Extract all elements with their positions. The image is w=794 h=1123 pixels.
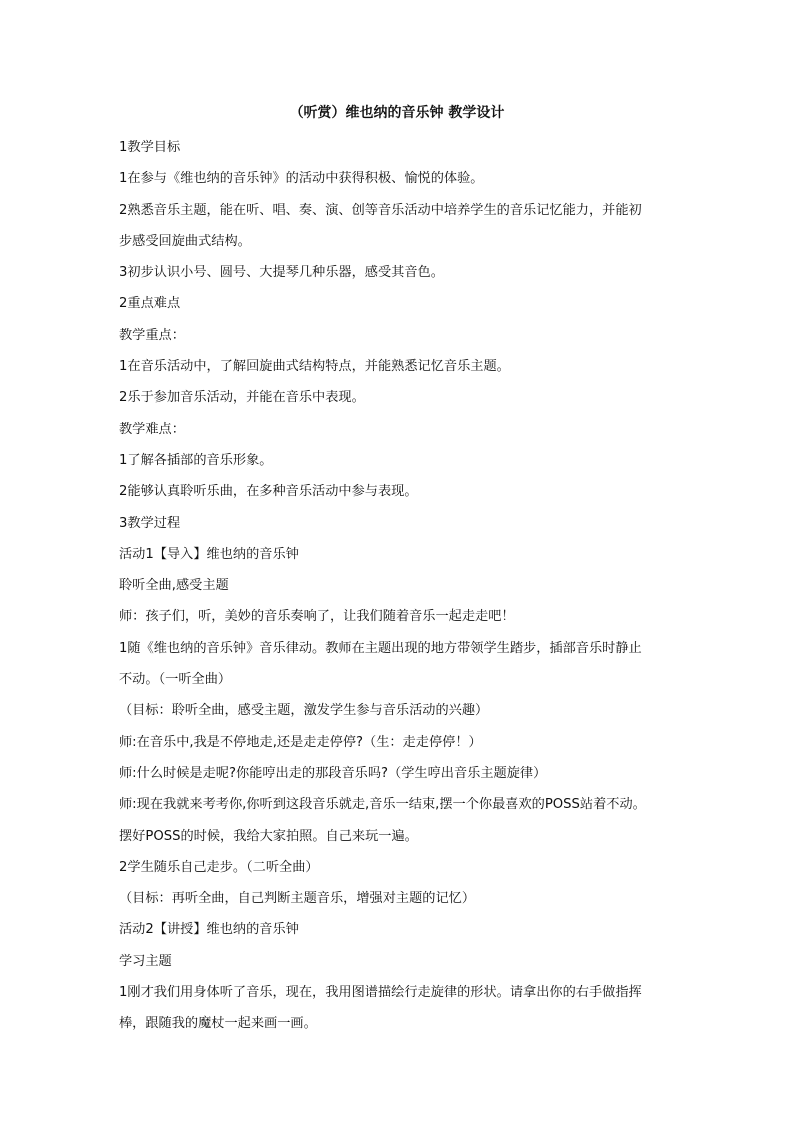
activity-heading: 活动2【讲授】维也纳的音乐钟 xyxy=(119,922,299,938)
paragraph-line: 3初步认识小号、圆号、大提琴几种乐器，感受其音色。 xyxy=(119,265,444,281)
paragraph-line: 学习主题 xyxy=(119,953,172,969)
paragraph-line: 2熟悉音乐主题，能在听、唱、奏、演、创等音乐活动中培养学生的音乐记忆能力，并能初 xyxy=(119,202,642,218)
paragraph-line: 步感受回旋曲式结构。 xyxy=(119,233,251,249)
document-title: （听赏）维也纳的音乐钟 教学设计 xyxy=(289,105,505,121)
paragraph-line: 2学生随乐自己走步。（二听全曲） xyxy=(119,859,319,875)
section-heading-key-points: 2重点难点 xyxy=(119,296,181,312)
paragraph-line: 2能够认真聆听乐曲，在多种音乐活动中参与表现。 xyxy=(119,484,418,500)
section-heading-process: 3教学过程 xyxy=(119,515,181,531)
paragraph-line: 师:什么时候是走呢?你能哼出走的那段音乐吗?（学生哼出音乐主题旋律） xyxy=(119,765,547,781)
paragraph-line: 不动。（一听全曲） xyxy=(119,672,232,688)
paragraph-line: 聆听全曲,感受主题 xyxy=(119,578,229,594)
paragraph-line: 师:现在我就来考考你,你听到这段音乐就走,音乐一结束,摆一个你最喜欢的POSS站着不动。 xyxy=(119,797,646,813)
paragraph-line: 师：孩子们，听，美妙的音乐奏响了，让我们随着音乐一起走走吧！ xyxy=(119,609,515,625)
section-heading-goals: 1教学目标 xyxy=(119,140,181,155)
paragraph-line: （目标：再听全曲，自己判断主题音乐，增强对主题的记忆） xyxy=(119,891,476,907)
paragraph-line: （目标：聆听全曲，感受主题，激发学生参与音乐活动的兴趣） xyxy=(119,703,489,719)
document-body xyxy=(119,132,679,1040)
paragraph-line: 棒，跟随我的魔杖一起来画一画。 xyxy=(119,1016,317,1032)
paragraph-line: 1在参与《维也纳的音乐钟》的活动中获得积极、愉悦的体验。 xyxy=(119,171,484,187)
subheading-difficulty: 教学难点： xyxy=(119,421,185,437)
subheading-focus: 教学重点： xyxy=(119,327,185,343)
paragraph-line: 1随《维也纳的音乐钟》音乐律动。教师在主题出现的地方带领学生踏步，插部音乐时静止 xyxy=(119,640,642,656)
paragraph-line: 师:在音乐中,我是不停地走,还是走走停停?（生：走走停停！） xyxy=(119,734,482,750)
paragraph-line: 摆好POSS的时候，我给大家拍照。自己来玩一遍。 xyxy=(119,828,418,844)
activity-heading: 活动1【导入】维也纳的音乐钟 xyxy=(119,546,299,562)
paragraph-line: 1了解各插部的音乐形象。 xyxy=(119,452,273,468)
paragraph-line: 1刚才我们用身体听了音乐，现在，我用图谱描绘行走旋律的形状。请拿出你的右手做指挥 xyxy=(119,985,642,1001)
paragraph-line: 2乐于参加音乐活动，并能在音乐中表现。 xyxy=(119,390,365,406)
paragraph-line: 1在音乐活动中，了解回旋曲式结构特点，并能熟悉记忆音乐主题。 xyxy=(119,359,510,375)
